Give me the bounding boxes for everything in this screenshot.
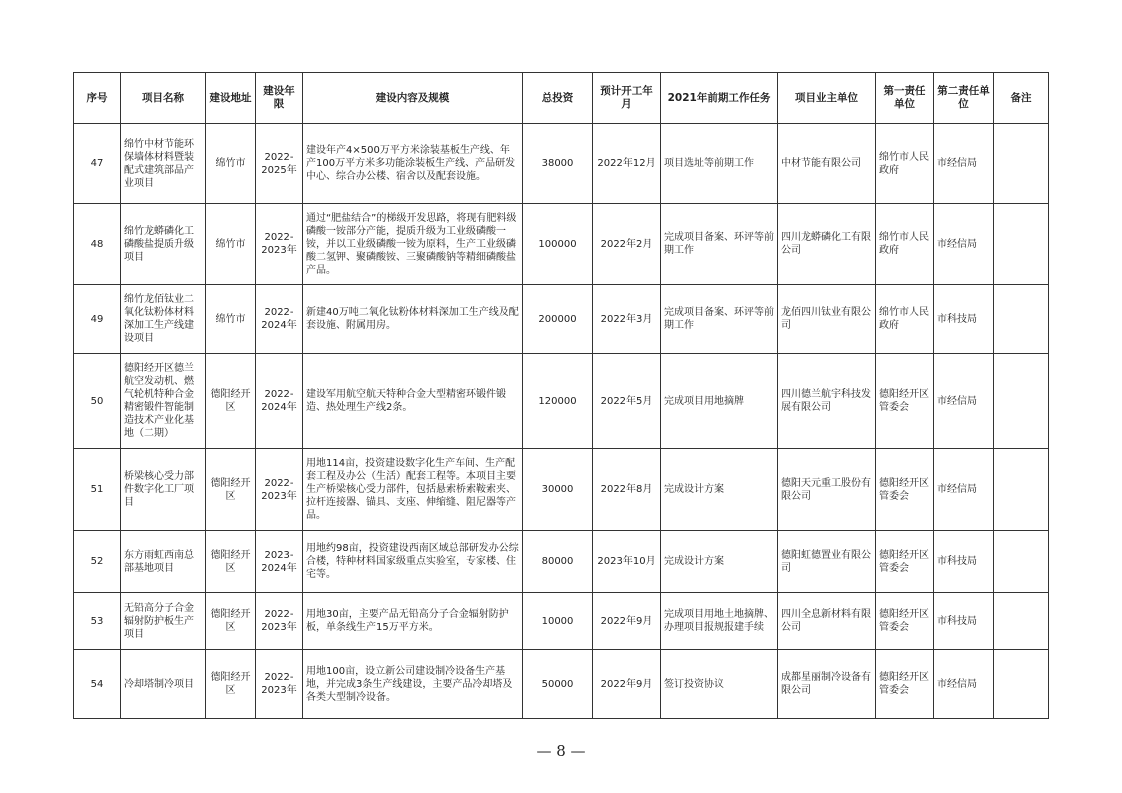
project-table xyxy=(73,72,1049,719)
cell-name: 绵竹中材节能环保墙体材料暨装配式建筑部品产业项目 xyxy=(121,124,206,204)
cell-name: 东方雨虹西南总部基地项目 xyxy=(121,531,206,593)
cell-no: 54 xyxy=(74,650,121,719)
cell-owner: 成都星丽制冷设备有限公司 xyxy=(778,650,876,719)
header-row xyxy=(74,73,1049,124)
cell-start: 2022年8月 xyxy=(593,449,661,531)
cell-no: 51 xyxy=(74,449,121,531)
cell-second-unit: 市经信局 xyxy=(934,650,994,719)
cell-first-unit: 德阳经开区管委会 xyxy=(876,531,934,593)
header-name: 项目名称 xyxy=(121,73,206,124)
cell-investment: 30000 xyxy=(523,449,593,531)
cell-note xyxy=(994,449,1049,531)
cell-start: 2022年9月 xyxy=(593,650,661,719)
cell-second-unit: 市科技局 xyxy=(934,285,994,354)
cell-note xyxy=(994,650,1049,719)
cell-note xyxy=(994,531,1049,593)
cell-content: 建设年产4×500万平方米涂装基板生产线、年产100万平方米多功能涂装板生产线、产品研发中心、综合办公楼、宿舍以及配套设施。 xyxy=(303,124,523,204)
cell-no: 53 xyxy=(74,593,121,650)
cell-name: 桥梁核心受力部件数字化工厂项目 xyxy=(121,449,206,531)
cell-no: 49 xyxy=(74,285,121,354)
cell-address: 德阳经开区 xyxy=(206,449,256,531)
cell-address: 德阳经开区 xyxy=(206,354,256,449)
cell-second-unit: 市科技局 xyxy=(934,531,994,593)
header-address: 建设地址 xyxy=(206,73,256,124)
cell-first-unit: 德阳经开区管委会 xyxy=(876,650,934,719)
cell-years: 2022-2023年 xyxy=(256,593,303,650)
cell-address: 绵竹市 xyxy=(206,204,256,285)
table-row xyxy=(74,285,1049,354)
cell-note xyxy=(994,593,1049,650)
table-row xyxy=(74,449,1049,531)
header-investment: 总投资 xyxy=(523,73,593,124)
cell-start: 2022年12月 xyxy=(593,124,661,204)
header-no: 序号 xyxy=(74,73,121,124)
cell-note xyxy=(994,124,1049,204)
cell-task: 项目选址等前期工作 xyxy=(661,124,778,204)
cell-first-unit: 绵竹市人民政府 xyxy=(876,204,934,285)
cell-years: 2022-2025年 xyxy=(256,124,303,204)
cell-second-unit: 市经信局 xyxy=(934,449,994,531)
cell-first-unit: 德阳经开区管委会 xyxy=(876,354,934,449)
cell-content: 建设军用航空航天特种合金大型精密环锻件锻造、热处理生产线2条。 xyxy=(303,354,523,449)
cell-address: 德阳经开区 xyxy=(206,531,256,593)
cell-investment: 50000 xyxy=(523,650,593,719)
cell-first-unit: 德阳经开区管委会 xyxy=(876,449,934,531)
header-owner: 项目业主单位 xyxy=(778,73,876,124)
cell-task: 完成项目用地土地摘牌、办理项目报规报建手续 xyxy=(661,593,778,650)
cell-owner: 中材节能有限公司 xyxy=(778,124,876,204)
cell-owner: 德阳虹德置业有限公司 xyxy=(778,531,876,593)
cell-owner: 四川龙蟒磷化工有限公司 xyxy=(778,204,876,285)
header-second-unit: 第二责任单位 xyxy=(934,73,994,124)
cell-years: 2023-2024年 xyxy=(256,531,303,593)
cell-investment: 10000 xyxy=(523,593,593,650)
cell-content: 通过“肥盐结合”的梯级开发思路，将现有肥料级磷酸一铵部分产能，提质升级为工业级磷酸一铵，并以工业级磷酸一铵为原料，生产工业级磷酸二氢钾、聚磷酸铵、三聚磷酸钠等精细磷酸盐产品。 xyxy=(303,204,523,285)
cell-address: 德阳经开区 xyxy=(206,650,256,719)
header-content: 建设内容及规模 xyxy=(303,73,523,124)
header-start: 预计开工年月 xyxy=(593,73,661,124)
cell-task: 完成项目备案、环评等前期工作 xyxy=(661,204,778,285)
cell-owner: 四川德兰航宇科技发展有限公司 xyxy=(778,354,876,449)
cell-first-unit: 绵竹市人民政府 xyxy=(876,285,934,354)
cell-note xyxy=(994,285,1049,354)
cell-task: 完成项目备案、环评等前期工作 xyxy=(661,285,778,354)
table-row xyxy=(74,593,1049,650)
table-row xyxy=(74,650,1049,719)
cell-task: 完成设计方案 xyxy=(661,531,778,593)
cell-second-unit: 市经信局 xyxy=(934,204,994,285)
cell-start: 2022年9月 xyxy=(593,593,661,650)
table-row xyxy=(74,124,1049,204)
cell-years: 2022-2023年 xyxy=(256,449,303,531)
cell-second-unit: 市经信局 xyxy=(934,354,994,449)
cell-name: 冷却塔制冷项目 xyxy=(121,650,206,719)
cell-task: 完成项目用地摘牌 xyxy=(661,354,778,449)
cell-investment: 100000 xyxy=(523,204,593,285)
header-task: 2021年前期工作任务 xyxy=(661,73,778,124)
cell-investment: 80000 xyxy=(523,531,593,593)
cell-name: 无铅高分子合金辐射防护板生产项目 xyxy=(121,593,206,650)
header-note: 备注 xyxy=(994,73,1049,124)
cell-investment: 120000 xyxy=(523,354,593,449)
page-number: — 8 — xyxy=(536,742,586,760)
cell-content: 用地100亩，设立新公司建设制冷设备生产基地，并完成3条生产线建设，主要产品冷却塔及各类大型制冷设备。 xyxy=(303,650,523,719)
cell-name: 德阳经开区德兰航空发动机、燃气轮机特种合金精密锻件智能制造技术产业化基地（二期） xyxy=(121,354,206,449)
cell-note xyxy=(994,204,1049,285)
header-first-unit: 第一责任单位 xyxy=(876,73,934,124)
table-row xyxy=(74,354,1049,449)
cell-name: 绵竹龙蟒磷化工磷酸盐提质升级项目 xyxy=(121,204,206,285)
cell-task: 完成设计方案 xyxy=(661,449,778,531)
cell-no: 50 xyxy=(74,354,121,449)
cell-years: 2022-2023年 xyxy=(256,204,303,285)
cell-start: 2022年3月 xyxy=(593,285,661,354)
cell-years: 2022-2023年 xyxy=(256,650,303,719)
cell-owner: 龙佰四川钛业有限公司 xyxy=(778,285,876,354)
cell-start: 2023年10月 xyxy=(593,531,661,593)
cell-no: 48 xyxy=(74,204,121,285)
cell-no: 47 xyxy=(74,124,121,204)
cell-second-unit: 市经信局 xyxy=(934,124,994,204)
cell-task: 签订投资协议 xyxy=(661,650,778,719)
table-row xyxy=(74,204,1049,285)
cell-no: 52 xyxy=(74,531,121,593)
cell-address: 绵竹市 xyxy=(206,124,256,204)
cell-content: 用地30亩，主要产品无铅高分子合金辐射防护板，单条线生产15万平方米。 xyxy=(303,593,523,650)
cell-second-unit: 市科技局 xyxy=(934,593,994,650)
cell-name: 绵竹龙佰钛业二氧化钛粉体材料深加工生产线建设项目 xyxy=(121,285,206,354)
cell-owner: 四川全息新材料有限公司 xyxy=(778,593,876,650)
cell-years: 2022-2024年 xyxy=(256,285,303,354)
cell-start: 2022年2月 xyxy=(593,204,661,285)
cell-content: 用地114亩，投资建设数字化生产车间、生产配套工程及办公（生活）配套工程等。本项目主要生产桥梁核心受力部件，包括悬索桥索鞍索夹、拉杆连接器、锚具、支座、伸缩缝、阻尼器等产品。 xyxy=(303,449,523,531)
table-row xyxy=(74,531,1049,593)
cell-first-unit: 绵竹市人民政府 xyxy=(876,124,934,204)
cell-note xyxy=(994,354,1049,449)
cell-start: 2022年5月 xyxy=(593,354,661,449)
header-years: 建设年限 xyxy=(256,73,303,124)
cell-address: 德阳经开区 xyxy=(206,593,256,650)
cell-content: 新建40万吨二氧化钛粉体材料深加工生产线及配套设施、附属用房。 xyxy=(303,285,523,354)
cell-years: 2022-2024年 xyxy=(256,354,303,449)
cell-investment: 38000 xyxy=(523,124,593,204)
cell-first-unit: 德阳经开区管委会 xyxy=(876,593,934,650)
cell-investment: 200000 xyxy=(523,285,593,354)
cell-content: 用地约98亩，投资建设西南区域总部研发办公综合楼，特种材料国家级重点实验室，专家楼、住宅等。 xyxy=(303,531,523,593)
cell-address: 绵竹市 xyxy=(206,285,256,354)
cell-owner: 德阳天元重工股份有限公司 xyxy=(778,449,876,531)
